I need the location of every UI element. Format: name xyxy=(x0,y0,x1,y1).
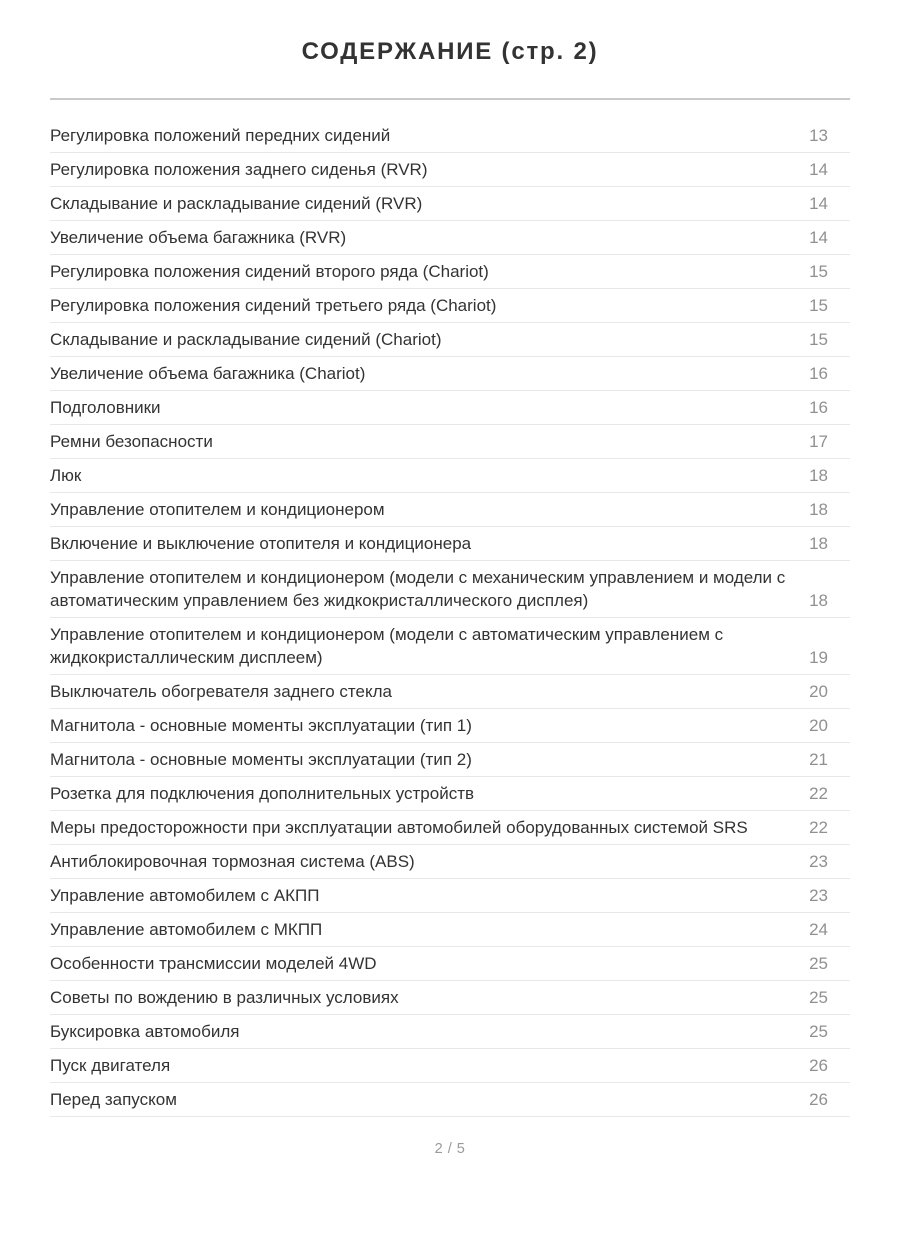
toc-item-page: 25 xyxy=(809,954,828,973)
toc-item-label: Регулировка положения заднего сиденья (RVR) xyxy=(50,160,428,179)
toc-item-label: Пуск двигателя xyxy=(50,1056,171,1075)
toc-item-label: Магнитола - основные моменты эксплуатации (тип 1) xyxy=(50,716,472,735)
toc-row[interactable] xyxy=(50,425,850,459)
toc-item-label: Меры предосторожности при эксплуатации автомобилей оборудованных системой SRS xyxy=(50,818,748,837)
toc-item-page: 18 xyxy=(809,591,828,610)
toc-item-page: 23 xyxy=(809,852,828,871)
toc-row[interactable] xyxy=(50,811,850,845)
toc-item-label: Увеличение объема багажника (RVR) xyxy=(50,228,347,247)
toc-row[interactable] xyxy=(50,255,850,289)
toc-row[interactable] xyxy=(50,357,850,391)
toc-row[interactable] xyxy=(50,1049,850,1083)
toc-item-page: 22 xyxy=(809,818,828,837)
toc-item-page: 16 xyxy=(809,398,828,417)
toc-row[interactable] xyxy=(50,323,850,357)
toc-row[interactable] xyxy=(50,493,850,527)
toc-item-label: Регулировка положения сидений второго ряда (Chariot) xyxy=(50,262,489,281)
toc-item-label: Розетка для подключения дополнительных устройств xyxy=(50,784,475,803)
toc-row[interactable] xyxy=(50,153,850,187)
toc-row[interactable] xyxy=(50,981,850,1015)
toc-item-label: Советы по вождению в различных условиях xyxy=(50,988,399,1007)
toc-item-label: Управление отопителем и кондиционером (модели с автоматическим управлением с жидкокристаллическим дисплеем) xyxy=(50,625,724,667)
toc-row[interactable] xyxy=(50,675,850,709)
toc-page xyxy=(0,38,900,1157)
toc-item-label: Магнитола - основные моменты эксплуатации (тип 2) xyxy=(50,750,472,769)
toc-item-label: Перед запуском xyxy=(50,1090,177,1109)
toc-item-label: Подголовники xyxy=(50,398,161,417)
toc-row[interactable] xyxy=(50,221,850,255)
toc-item-page: 21 xyxy=(809,750,828,769)
toc-item-page: 23 xyxy=(809,886,828,905)
toc-item-label: Управление автомобилем с МКПП xyxy=(50,920,323,939)
toc-item-label: Регулировка положения сидений третьего ряда (Chariot) xyxy=(50,296,497,315)
toc-item-label: Включение и выключение отопителя и кондиционера xyxy=(50,534,472,553)
toc-item-label: Складывание и раскладывание сидений (Chariot) xyxy=(50,330,442,349)
toc-row[interactable] xyxy=(50,187,850,221)
toc-item-label: Управление отопителем и кондиционером (модели с механическим управлением и модели с автоматическим управлением без жидкокристаллического дисплея) xyxy=(50,568,786,610)
toc-row[interactable] xyxy=(50,119,850,153)
toc-item-label: Ремни безопасности xyxy=(50,432,213,451)
page-title: СОДЕРЖАНИЕ (стр. 2) xyxy=(301,38,599,65)
toc-item-page: 20 xyxy=(809,682,828,701)
toc-row[interactable] xyxy=(50,391,850,425)
toc-row[interactable] xyxy=(50,777,850,811)
toc-item-page: 24 xyxy=(809,920,828,939)
header-divider xyxy=(50,98,850,100)
toc-item-label: Управление отопителем и кондиционером xyxy=(50,500,385,519)
toc-item-page: 14 xyxy=(809,160,828,179)
toc-item-page: 22 xyxy=(809,784,828,803)
toc-item-page: 16 xyxy=(809,364,828,383)
toc-row[interactable] xyxy=(50,527,850,561)
toc-item-page: 26 xyxy=(809,1056,828,1075)
toc-list xyxy=(50,119,850,1117)
toc-row[interactable] xyxy=(50,561,850,618)
toc-item-label: Антиблокировочная тормозная система (ABS) xyxy=(50,852,415,871)
toc-row[interactable] xyxy=(50,289,850,323)
pagination: 2 / 5 xyxy=(434,1141,466,1157)
toc-item-label: Увеличение объема багажника (Chariot) xyxy=(50,364,366,383)
toc-item-page: 18 xyxy=(809,500,828,519)
toc-row[interactable] xyxy=(50,1015,850,1049)
toc-item-page: 26 xyxy=(809,1090,828,1109)
toc-item-page: 15 xyxy=(809,296,828,315)
toc-item-label: Люк xyxy=(50,466,82,485)
toc-row[interactable] xyxy=(50,743,850,777)
toc-item-page: 25 xyxy=(809,1022,828,1041)
toc-row[interactable] xyxy=(50,618,850,675)
toc-item-page: 18 xyxy=(809,466,828,485)
toc-row[interactable] xyxy=(50,947,850,981)
toc-item-page: 25 xyxy=(809,988,828,1007)
toc-item-page: 18 xyxy=(809,534,828,553)
toc-item-label: Выключатель обогревателя заднего стекла xyxy=(50,682,392,701)
toc-item-label: Буксировка автомобиля xyxy=(50,1022,240,1041)
toc-item-page: 14 xyxy=(809,194,828,213)
toc-item-label: Особенности трансмиссии моделей 4WD xyxy=(50,954,377,973)
toc-row[interactable] xyxy=(50,459,850,493)
toc-row[interactable] xyxy=(50,845,850,879)
toc-row[interactable] xyxy=(50,709,850,743)
toc-item-label: Управление автомобилем с АКПП xyxy=(50,886,320,905)
toc-item-page: 17 xyxy=(809,432,828,451)
toc-item-page: 19 xyxy=(809,648,828,667)
toc-item-page: 15 xyxy=(809,262,828,281)
toc-item-page: 13 xyxy=(809,126,828,145)
toc-item-label: Регулировка положений передних сидений xyxy=(50,126,391,145)
toc-item-page: 14 xyxy=(809,228,828,247)
toc-item-page: 15 xyxy=(809,330,828,349)
toc-row[interactable] xyxy=(50,1083,850,1117)
toc-row[interactable] xyxy=(50,879,850,913)
toc-item-label: Складывание и раскладывание сидений (RVR) xyxy=(50,194,423,213)
toc-item-page: 20 xyxy=(809,716,828,735)
toc-row[interactable] xyxy=(50,913,850,947)
